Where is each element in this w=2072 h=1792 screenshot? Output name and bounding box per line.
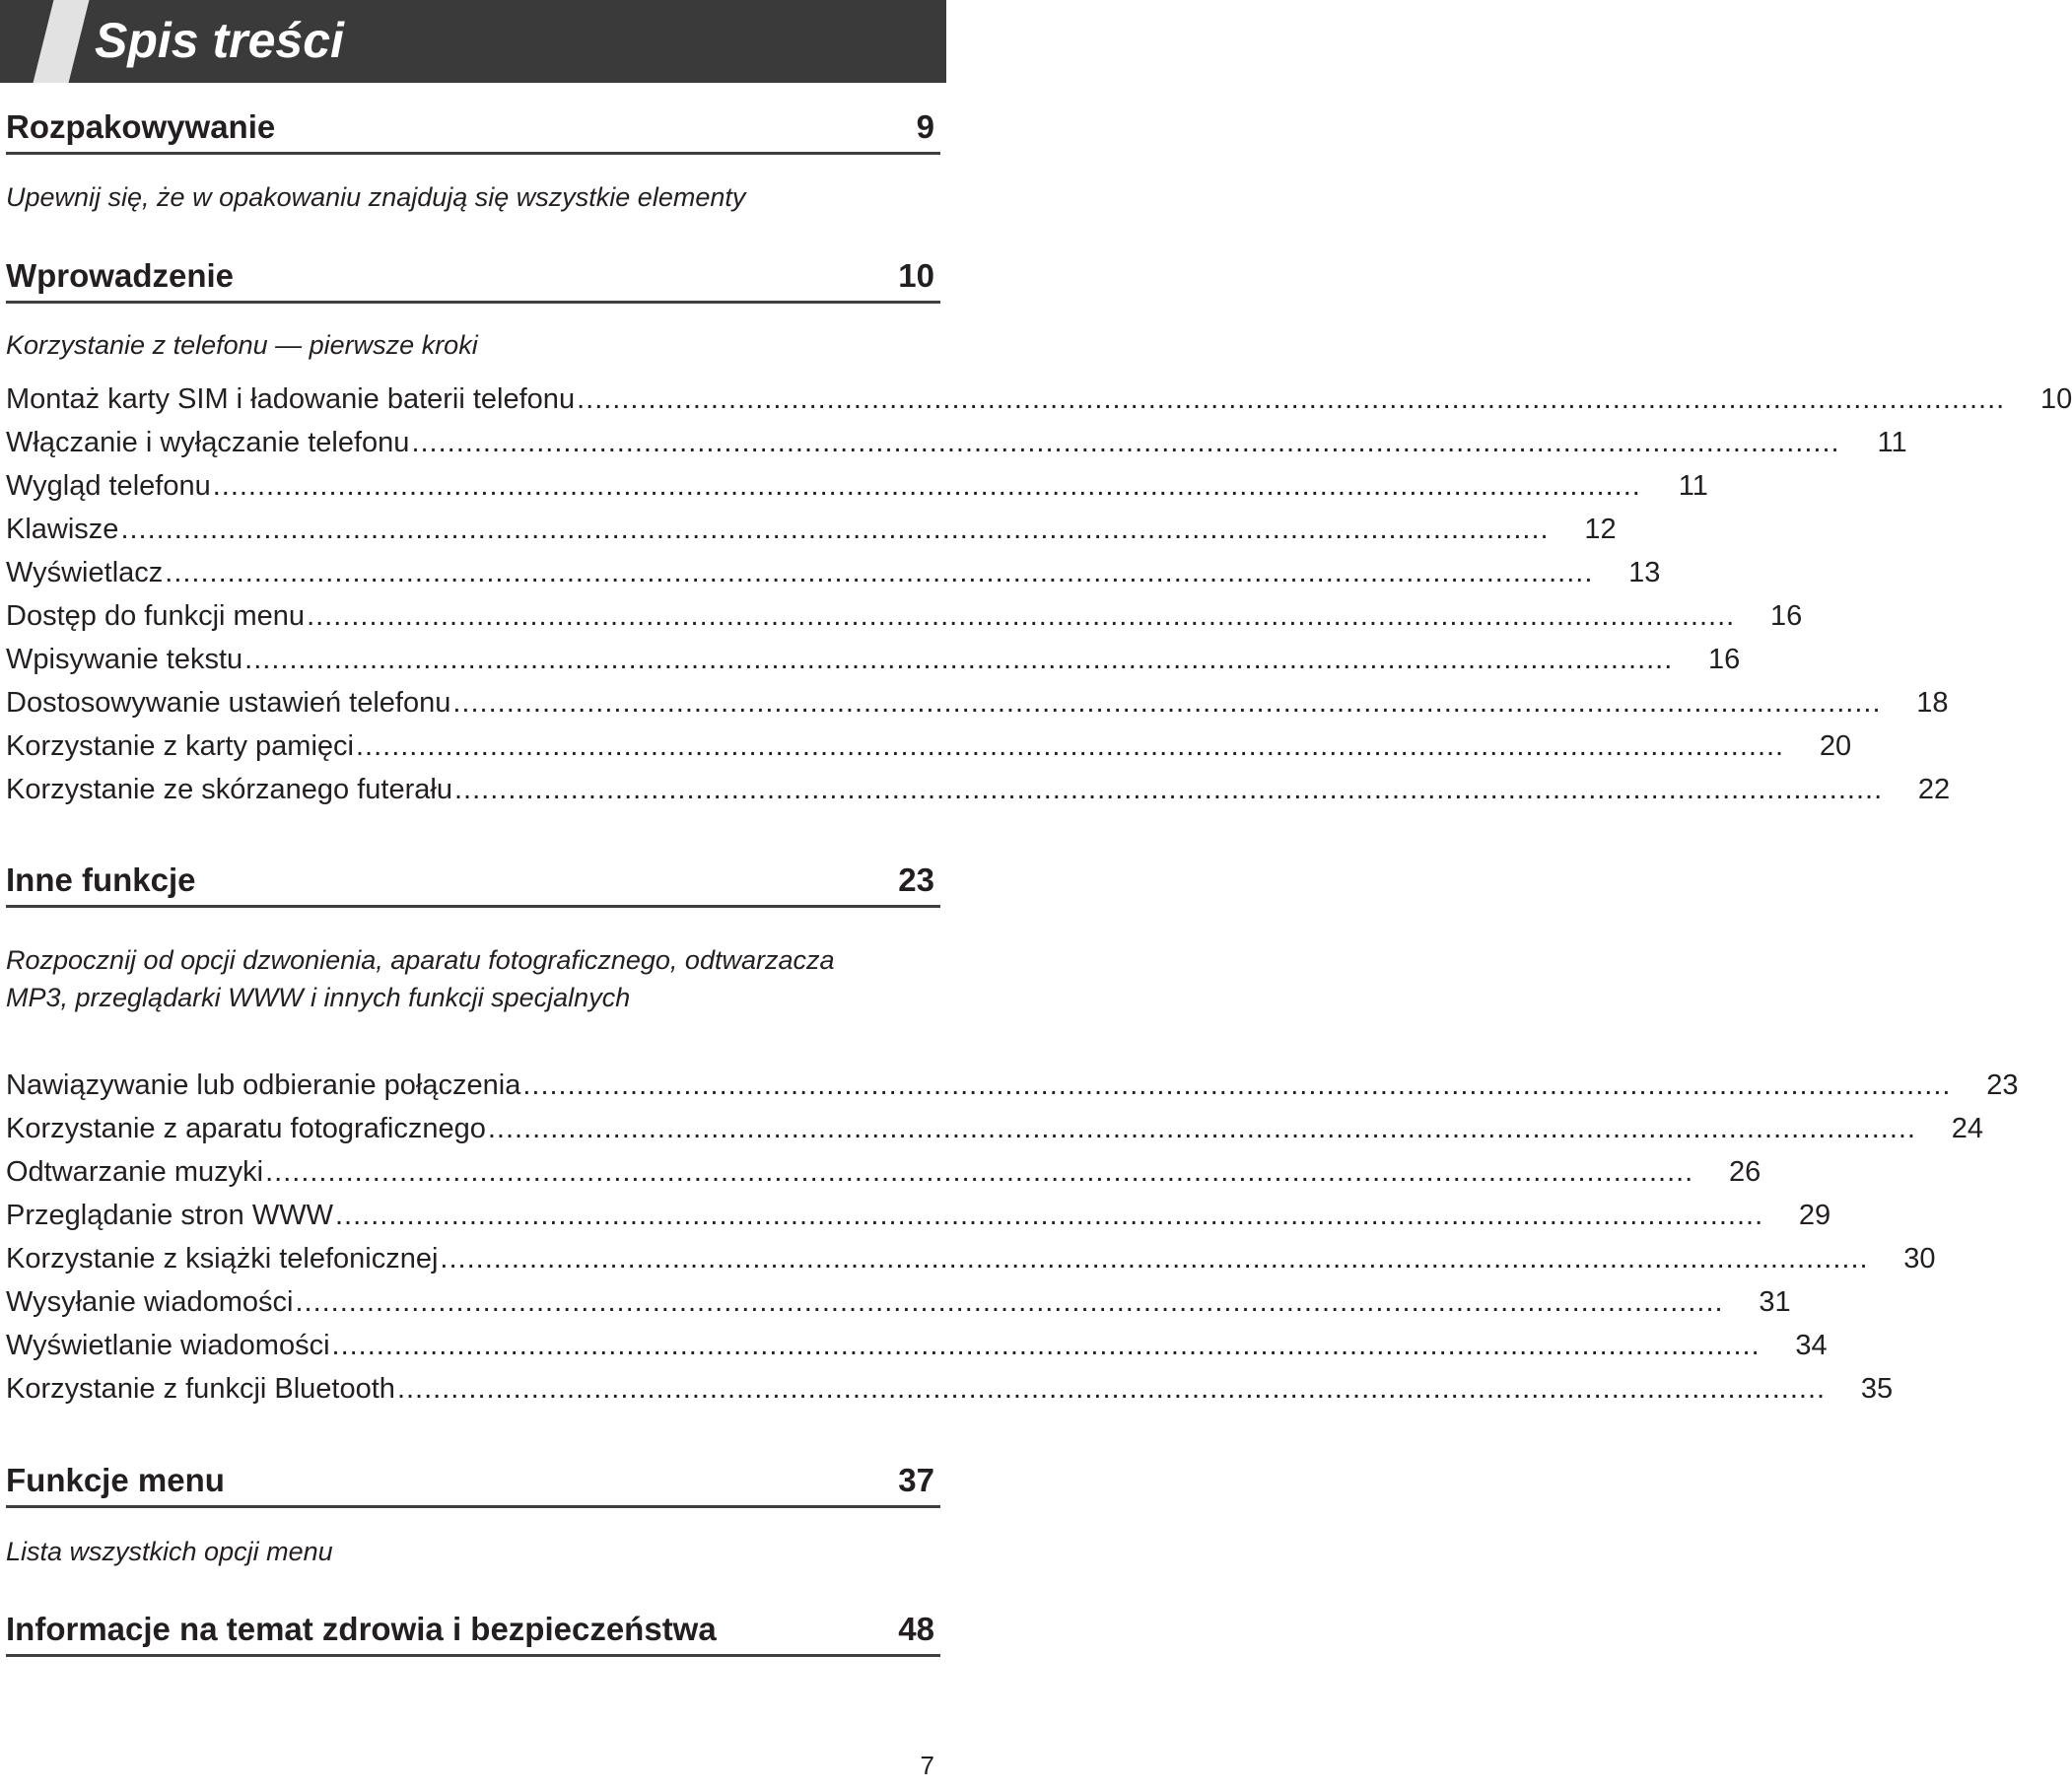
- toc-entry[interactable]: [6, 684, 1949, 722]
- toc-entry-label: Korzystanie z książki telefonicznej: [6, 1243, 439, 1275]
- toc-entry-label: Wpisywanie tekstu: [6, 644, 243, 675]
- dot-leader: ................................................................................................................................................................: [307, 600, 1736, 632]
- toc-entry-page: 16: [1708, 644, 1741, 675]
- toc-entry-page: 16: [1769, 600, 1803, 632]
- toc-entry[interactable]: [6, 641, 1741, 678]
- section-header-funkcje-menu[interactable]: [6, 1458, 940, 1508]
- toc-entry-page: 23: [1986, 1069, 2019, 1101]
- toc-entry-page: 24: [1951, 1113, 1983, 1144]
- toc-entry-label: Odtwarzanie muzyki: [6, 1156, 264, 1188]
- toc-entry[interactable]: [6, 1283, 1791, 1321]
- dot-leader: ................................................................................................................................................................: [165, 557, 1594, 588]
- dot-leader: ................................................................................................................................................................: [396, 1373, 1827, 1405]
- toc-entry[interactable]: [6, 554, 1661, 591]
- toc-entry-page: 22: [1917, 774, 1951, 805]
- toc-entry-page: 26: [1728, 1156, 1761, 1188]
- toc-entry-page: 29: [1798, 1200, 1831, 1231]
- section-title: Rozpakowywanie: [6, 108, 276, 145]
- dot-leader: ................................................................................................................................................................: [440, 1243, 1869, 1275]
- section-page-number: 9: [916, 108, 934, 145]
- toc-entry[interactable]: [6, 1153, 1761, 1191]
- toc-entry[interactable]: [6, 424, 1907, 461]
- toc-entry-label: Korzystanie z karty pamięci: [6, 730, 354, 762]
- toc-entry-label: Nawiązywanie lub odbieranie połączenia: [6, 1069, 521, 1101]
- toc-entry-label: Wyświetlanie wiadomości: [6, 1330, 330, 1361]
- dot-leader: ................................................................................................................................................................: [355, 730, 1785, 762]
- section-header-wprowadzenie[interactable]: [6, 253, 940, 304]
- section-description: Rozpocznij od opcji dzwonienia, aparatu fotograficznego, odtwarzacza MP3, przeglądarki WWW i innych funkcji specjalnych: [6, 945, 835, 1012]
- dot-leader: ................................................................................................................................................................: [453, 774, 1884, 805]
- toc-entry-label: Wyświetlacz: [6, 557, 164, 588]
- section-description: Upewnij się, że w opakowaniu znajdują się wszystkie elementy: [6, 182, 746, 212]
- section-page-number: 10: [898, 257, 934, 294]
- toc-entry[interactable]: [6, 1110, 1983, 1147]
- section-title: Informacje na temat zdrowia i bezpieczeństwa: [6, 1611, 717, 1647]
- toc-entry[interactable]: [6, 727, 1852, 765]
- dot-leader: ................................................................................................................................................................: [244, 644, 1674, 675]
- dot-leader: ................................................................................................................................................................: [295, 1286, 1724, 1318]
- toc-entry[interactable]: [6, 1327, 1828, 1364]
- page-title: Spis treści: [95, 13, 344, 68]
- toc-entry-label: Korzystanie z funkcji Bluetooth: [6, 1373, 395, 1405]
- toc-entry-label: Klawisze: [6, 514, 119, 545]
- section-header-rozpakowywanie[interactable]: [6, 104, 940, 155]
- toc-entry[interactable]: [6, 1370, 1894, 1408]
- toc-entry-page: 31: [1759, 1286, 1791, 1318]
- dot-leader: ................................................................................................................................................................: [120, 514, 1550, 545]
- dot-leader: ................................................................................................................................................................: [452, 687, 1882, 719]
- toc-entry[interactable]: [6, 511, 1617, 548]
- section-header-zdrowie-bezpieczenstwo[interactable]: [6, 1607, 940, 1657]
- toc-header-bar: [0, 0, 946, 83]
- section-description: Lista wszystkich opcji menu: [6, 1537, 333, 1566]
- toc-entry-label: Dostosowywanie ustawień telefonu: [6, 687, 451, 719]
- toc-entry-label: Korzystanie ze skórzanego futerału: [6, 774, 452, 805]
- toc-entry-label: Korzystanie z aparatu fotograficznego: [6, 1113, 486, 1144]
- toc-entry[interactable]: [6, 467, 1708, 505]
- toc-entry-page: 35: [1860, 1373, 1894, 1405]
- section-title: Wprowadzenie: [6, 257, 235, 294]
- toc-entry[interactable]: [6, 1197, 1831, 1234]
- toc-entry-page: 18: [1916, 687, 1949, 719]
- toc-entry-page: 10: [2039, 383, 2072, 415]
- toc-entry-page: 34: [1795, 1330, 1828, 1361]
- toc-entry-page: 30: [1903, 1243, 1936, 1275]
- toc-entry-label: Przeglądanie stron WWW: [6, 1200, 333, 1231]
- section-page-number: 48: [898, 1611, 934, 1647]
- header-slant-decoration: [34, 0, 90, 83]
- section-page-number: 23: [898, 862, 934, 898]
- toc-entry-page: 20: [1819, 730, 1852, 762]
- toc-entry-label: Wysyłanie wiadomości: [6, 1286, 294, 1318]
- dot-leader: ................................................................................................................................................................: [331, 1330, 1761, 1361]
- dot-leader: ................................................................................................................................................................: [212, 470, 1641, 502]
- section-title: Inne funkcje: [6, 862, 196, 898]
- toc-entry-label: Dostęp do funkcji menu: [6, 600, 306, 632]
- toc-entry[interactable]: [6, 597, 1803, 635]
- section-title: Funkcje menu: [6, 1462, 225, 1498]
- section-page-number: 37: [898, 1462, 934, 1498]
- section-header-inne-funkcje[interactable]: [6, 858, 940, 908]
- toc-entry-page: 12: [1584, 514, 1617, 545]
- dot-leader: ................................................................................................................................................................: [265, 1156, 1694, 1188]
- dot-leader: ................................................................................................................................................................: [522, 1069, 1952, 1101]
- toc-entry[interactable]: [6, 380, 2072, 418]
- toc-entry-page: 13: [1628, 557, 1661, 588]
- dot-leader: ................................................................................................................................................................: [577, 383, 2006, 415]
- toc-entry[interactable]: [6, 1240, 1936, 1277]
- toc-entry-label: Montaż karty SIM i ładowanie baterii telefonu: [6, 383, 576, 415]
- dot-leader: ................................................................................................................................................................: [411, 427, 1840, 458]
- section-description: Korzystanie z telefonu — pierwsze kroki: [6, 330, 478, 360]
- toc-entry-page: 11: [1877, 427, 1907, 458]
- page-number: 7: [920, 1751, 934, 1780]
- toc-entry[interactable]: [6, 1067, 2019, 1104]
- toc-entry[interactable]: [6, 771, 1951, 808]
- dot-leader: ................................................................................................................................................................: [335, 1200, 1764, 1231]
- toc-entry-page: 11: [1678, 470, 1708, 502]
- toc-entry-label: Włączanie i wyłączanie telefonu: [6, 427, 410, 458]
- toc-entry-label: Wygląd telefonu: [6, 470, 211, 502]
- dot-leader: ................................................................................................................................................................: [487, 1113, 1916, 1144]
